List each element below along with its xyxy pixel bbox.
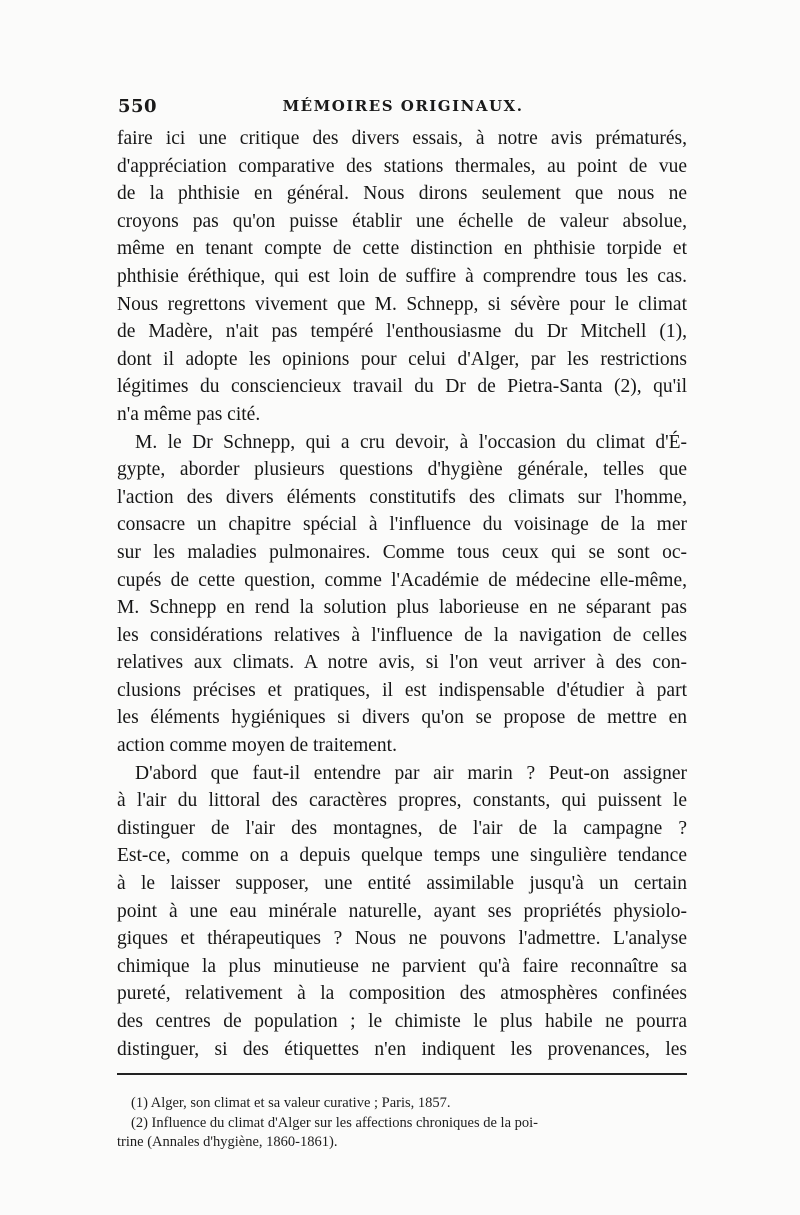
text-line: Est-ce, comme on a depuis quelque temps une singulière tendance — [117, 845, 687, 867]
text-line: M. Schnepp en rend la solution plus laborieuse en ne séparant pas — [117, 597, 687, 619]
text-line: chimique la plus minutieuse ne parvient qu'à faire reconnaître sa — [117, 955, 687, 977]
text-line: relatives aux climats. A notre avis, si l'on veut arriver à des con- — [117, 652, 687, 674]
text-line: D'abord que faut-il entendre par air marin ? Peut-on assigner — [135, 762, 687, 784]
page-header — [118, 96, 688, 122]
footnote-divider — [117, 1073, 687, 1075]
text-line: à le laisser supposer, une entité assimilable jusqu'à un certain — [117, 873, 687, 895]
footnotes — [117, 1094, 687, 1153]
text-line: dont il adopte les opinions pour celui d'Alger, par les restrictions — [117, 348, 687, 370]
text-line: gypte, aborder plusieurs questions d'hygiène générale, telles que — [117, 459, 687, 481]
text-line: des centres de population ; le chimiste le plus habile ne pourra — [117, 1011, 687, 1032]
text-line: distinguer, si des étiquettes n'en indiquent les provenances, les — [117, 1038, 687, 1060]
text-line: consacre un chapitre spécial à l'influence du voisinage de la mer — [117, 514, 687, 536]
text-line: clusions précises et pratiques, il est indispensable d'étudier à part — [117, 679, 687, 701]
text-line: même en tenant compte de cette distinction en phthisie torpide et — [117, 238, 687, 260]
text-line: légitimes du consciencieux travail du Dr de Pietra-Santa (2), qu'il — [117, 376, 687, 398]
text-line: cupés de cette question, comme l'Académie de médecine elle-même, — [117, 569, 687, 591]
text-line: faire ici une critique des divers essais, à notre avis prématurés, — [117, 128, 687, 149]
text-line: à l'air du littoral des caractères propres, constants, qui puissent le — [117, 790, 687, 812]
text-line: action comme moyen de traitement. — [117, 735, 397, 757]
running-title: MÉMOIRES ORIGINAUX. — [282, 97, 524, 115]
text-line: croyons pas qu'on puisse établir une échelle de valeur absolue, — [117, 210, 687, 232]
text-line: les éléments hygiéniques si divers qu'on se propose de mettre en — [117, 707, 687, 729]
text-line: l'action des divers éléments constitutifs des climats sur l'homme, — [117, 486, 687, 508]
footnote: (1) Alger, son climat et sa valeur curative ; Paris, 1857. — [131, 1095, 451, 1111]
text-line: M. le Dr Schnepp, qui a cru devoir, à l'occasion du climat d'É- — [135, 431, 687, 453]
text-line: les considérations relatives à l'influence de la navigation de celles — [117, 624, 687, 646]
text-line: pureté, relativement à la composition des atmosphères confinées — [117, 983, 687, 1005]
text-line: point à une eau minérale naturelle, ayant ses propriétés physiolo- — [117, 900, 687, 922]
page-number: 550 — [118, 96, 158, 117]
text-line: giques et thérapeutiques ? Nous ne pouvons l'admettre. L'analyse — [117, 928, 687, 950]
body-text — [117, 125, 687, 1063]
text-line: Nous regrettons vivement que M. Schnepp, si sévère pour le climat — [117, 293, 687, 315]
text-line: n'a même pas cité. — [117, 403, 261, 425]
text-line: de la phthisie en général. Nous dirons seulement que nous ne — [117, 183, 687, 205]
footnote: trine (Annales d'hygiène, 1860-1861). — [117, 1134, 338, 1150]
text-line: sur les maladies pulmonaires. Comme tous ceux qui se sont oc- — [117, 541, 687, 563]
footnote: (2) Influence du climat d'Alger sur les affections chroniques de la poi- — [131, 1114, 538, 1131]
text-line: distinguer de l'air des montagnes, de l'air de la campagne ? — [117, 817, 687, 839]
text-line: phthisie éréthique, qui est loin de suffire à comprendre tous les cas. — [117, 265, 687, 287]
text-line: d'appréciation comparative des stations thermales, au point de vue — [117, 155, 687, 177]
text-line: de Madère, n'ait pas tempéré l'enthousiasme du Dr Mitchell (1), — [117, 321, 687, 343]
